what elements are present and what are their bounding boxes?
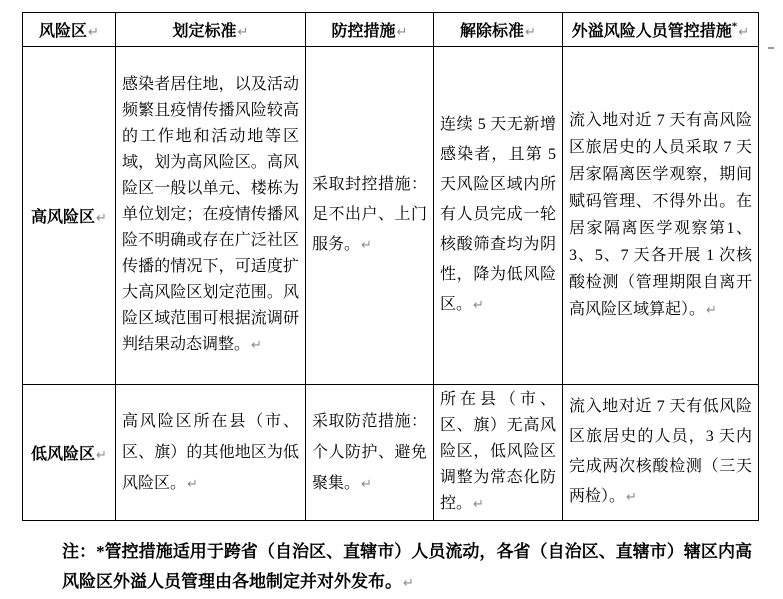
- cell-control-measures-high: [306, 47, 434, 385]
- zone-label: 高风险区: [31, 209, 96, 226]
- cell-text: 流入地对近 7 天有高风险区旅居史的人员采取 7 天居家隔离医学观察，期间赋码管理、不得外出。在居家隔离医学观察第1、3、5、7 天各开展 1 次核酸检测（管理期限自离开高风险区域算起）。: [569, 112, 752, 318]
- paragraph-mark: ↵: [361, 476, 372, 492]
- cell-designation-criteria-low: [116, 385, 306, 521]
- table-row-high-risk: [23, 47, 759, 385]
- footnote-text: 注：*管控措施适用于跨省（自治区、直辖市）人员流动，各省（自治区、直辖市）辖区内高风险区外溢人员管理由各地制定并对外发布。: [62, 542, 752, 591]
- header-label: 划定标准: [172, 23, 237, 40]
- header-spillover-measures: [563, 13, 759, 47]
- cell-control-measures-low: [306, 385, 434, 521]
- paragraph-mark: ↵: [473, 497, 484, 512]
- header-label: 风险区: [39, 23, 88, 40]
- cell-text: 采取封控措施：足不出户、上门服务。: [312, 176, 427, 253]
- cell-text: 采取防范措施：个人防护、避免聚集。: [312, 412, 427, 492]
- formatting-dash-mark: [768, 47, 774, 49]
- header-control-measures: [306, 13, 434, 47]
- cell-text: 感染者居住地，以及活动频繁且疫情传播风险较高的工作地和活动地等区域，划为高风险区。高风险区一般以单元、楼栋为单位划定；在疫情传播风险不明确或存在广泛社区传播的情况下，可适度扩大高风险区划定范围。风险区域范围可根据流调研判结果动态调整。: [122, 76, 299, 353]
- paragraph-mark: ↵: [251, 338, 262, 353]
- footnote-asterisk: *: [731, 20, 738, 33]
- paragraph-mark: ↵: [96, 211, 107, 226]
- cell-text: 连续 5 天无新增感染者，且第 5 天风险区域内所有人员完成一轮核酸筛查均为阴性，降为低风险区。: [440, 116, 556, 313]
- footnote: [62, 537, 752, 599]
- header-label: 解除标准: [460, 23, 525, 40]
- risk-zone-table: [22, 12, 759, 521]
- cell-release-criteria-high: [434, 47, 563, 385]
- header-label: 外溢风险人员管控措施: [571, 23, 732, 40]
- cell-zone-low: [23, 385, 116, 521]
- header-designation-criteria: [116, 13, 306, 47]
- cell-text: 高风险区所在县（市、区、旗）的其他地区为低风险区。: [122, 412, 299, 492]
- cell-release-criteria-low: [434, 385, 563, 521]
- zone-label: 低风险区: [31, 446, 96, 463]
- paragraph-mark: ↵: [88, 25, 99, 40]
- header-release-criteria: [434, 13, 563, 47]
- paragraph-mark: ↵: [96, 448, 107, 463]
- paragraph-mark: ↵: [361, 238, 372, 253]
- paragraph-mark: ↵: [403, 576, 414, 591]
- header-label: 防控措施: [331, 23, 396, 40]
- table-row-low-risk: [23, 385, 759, 521]
- header-row: [23, 13, 759, 47]
- cell-zone-high: [23, 47, 116, 385]
- cell-designation-criteria-high: [116, 47, 306, 385]
- paragraph-mark: ↵: [525, 25, 536, 40]
- paragraph-mark: ↵: [706, 303, 717, 318]
- cell-spillover-measures-low: [563, 385, 759, 521]
- paragraph-mark: ↵: [626, 490, 637, 505]
- paragraph-mark: ↵: [237, 25, 249, 40]
- cell-text: 流入地对近 7 天有低风险区旅居史的人员，3 天内完成两次核酸检测（三天两检）。: [569, 398, 752, 505]
- paragraph-mark: ↵: [396, 25, 408, 40]
- cell-text: 所在县（市、区、旗）无高风险区，低风险区调整为常态化防控。: [440, 391, 556, 512]
- cell-spillover-measures-high: [563, 47, 759, 385]
- paragraph-mark: ↵: [187, 476, 198, 492]
- paragraph-mark: ↵: [738, 25, 750, 40]
- paragraph-mark: ↵: [473, 298, 484, 313]
- header-risk-zone: [23, 13, 116, 47]
